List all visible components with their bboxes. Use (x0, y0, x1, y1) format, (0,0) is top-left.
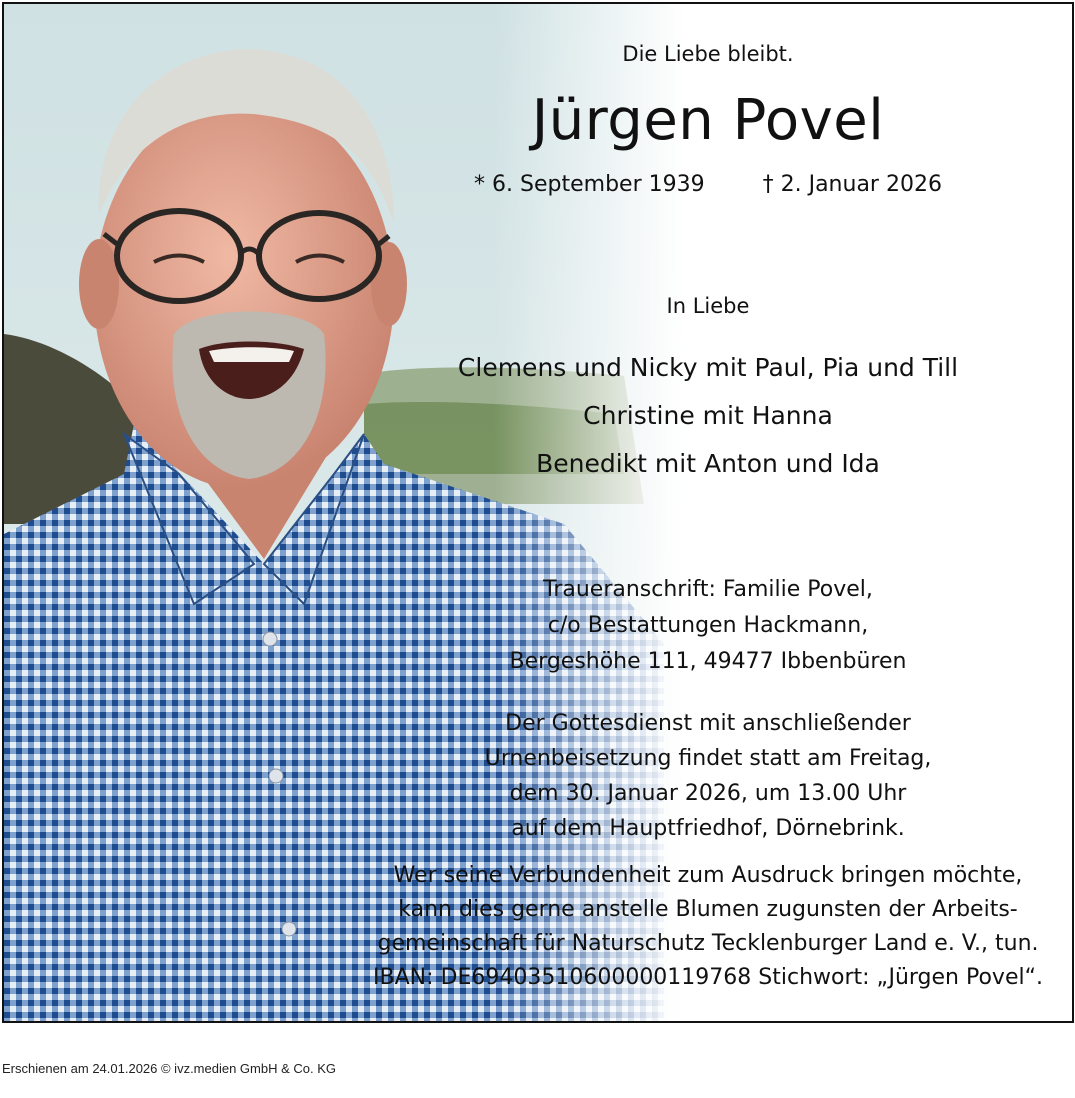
mourner-line: Benedikt mit Anton und Ida (536, 449, 880, 478)
publication-credit: Erschienen am 24.01.2026 © ivz.medien GmbH & Co. KG (2, 1061, 337, 1076)
tagline: Die Liebe bleibt. (622, 42, 794, 66)
donation-info (344, 859, 1072, 995)
service-line: Der Gottesdienst mit anschließender (505, 711, 911, 736)
birth-date: * 6. September 1939 (474, 172, 705, 197)
donation-line: Wer seine Verbundenheit zum Ausdruck bringen möchte, (393, 863, 1023, 888)
death-date: † 2. Januar 2026 (762, 172, 942, 197)
mourning-address (344, 572, 1072, 680)
service-info (344, 706, 1072, 846)
deceased-name: Jürgen Povel (531, 88, 885, 153)
service-line: Urnenbeisetzung findet statt am Freitag, (484, 746, 932, 771)
address-line: Traueranschrift: Familie Povel, (543, 577, 873, 602)
donation-line: kann dies gerne anstelle Blumen zugunsten der Arbeits- (398, 897, 1018, 922)
mourners-list (344, 344, 1072, 488)
mourner-line: Clemens und Nicky mit Paul, Pia und Till (457, 353, 959, 382)
in-liebe-heading: In Liebe (666, 294, 750, 318)
mourner-line: Christine mit Hanna (583, 401, 833, 430)
address-line: Bergeshöhe 111, 49477 Ibbenbüren (509, 649, 907, 674)
life-dates (344, 172, 1072, 197)
donation-line: IBAN: DE69403510600000119768 Stichwort: „Jürgen Povel“. (373, 965, 1043, 990)
obituary-notice (2, 2, 1074, 1023)
service-line: auf dem Hauptfriedhof, Dörnebrink. (511, 816, 905, 841)
donation-line: gemeinschaft für Naturschutz Tecklenburger Land e. V., tun. (377, 931, 1039, 956)
address-line: c/o Bestattungen Hackmann, (547, 613, 869, 638)
service-line: dem 30. Januar 2026, um 13.00 Uhr (509, 781, 907, 806)
